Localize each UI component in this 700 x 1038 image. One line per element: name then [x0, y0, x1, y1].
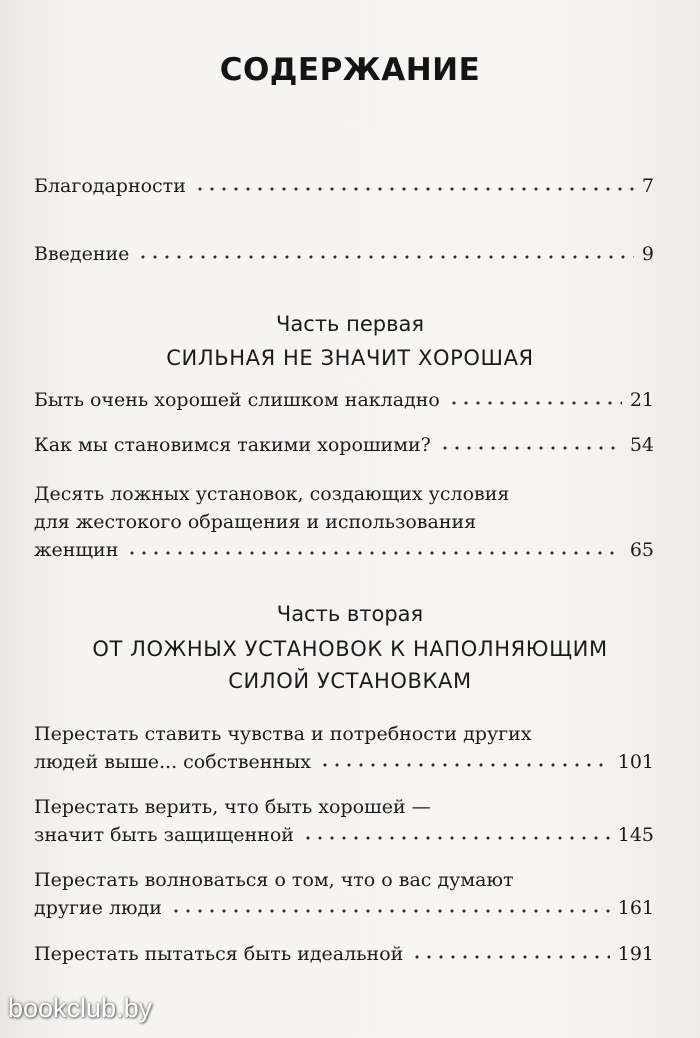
- page-title: СОДЕРЖАНИЕ: [219, 52, 481, 88]
- leader-dots: [170, 908, 610, 914]
- toc-entry-title: людей выше... собственных: [34, 751, 311, 773]
- part-title-line: СИЛОЙ УСТАНОВКАМ: [228, 669, 472, 693]
- toc-entry-page: 21: [629, 389, 654, 411]
- toc-entry-title: Перестать пытаться быть идеальной: [34, 943, 404, 965]
- toc-entry-line: Перестать верить, что быть хорошей —: [34, 796, 431, 818]
- toc-entry-title: другие люди: [34, 897, 162, 919]
- part-title-line: ОТ ЛОЖНЫХ УСТАНОВОК К НАПОЛНЯЮЩИМ: [92, 637, 608, 661]
- leader-dots: [448, 400, 622, 406]
- toc-entry-introduction: [34, 240, 654, 268]
- toc-entry-page: 145: [617, 824, 654, 846]
- toc-entry-page: 101: [617, 751, 654, 773]
- toc-entry-page: 65: [629, 539, 654, 561]
- leader-dots: [302, 835, 610, 841]
- part-two-label: Часть вторая: [276, 602, 424, 626]
- leader-dots: [194, 186, 634, 192]
- watermark: bookclub.by: [8, 993, 153, 1023]
- toc-entry-page: 9: [641, 243, 654, 265]
- leader-dots: [319, 762, 610, 768]
- leader-dots: [137, 254, 633, 260]
- toc-entry-line: для жестокого обращения и использования: [34, 511, 477, 533]
- toc-entry: [34, 940, 654, 968]
- part-one-title: [0, 342, 700, 374]
- leader-dots: [411, 954, 609, 960]
- toc-entry-line: Перестать волноваться о том, что о вас думают: [34, 869, 514, 891]
- toc-entry: [34, 720, 654, 776]
- toc-entry-title: женщин: [34, 539, 119, 561]
- toc-entry: [34, 431, 654, 459]
- toc-entry: [34, 793, 654, 849]
- leader-dots: [126, 550, 621, 556]
- toc-entry: [34, 480, 654, 564]
- toc-entry-title: Благодарности: [34, 175, 186, 197]
- toc-entry-title: Как мы становимся такими хорошими?: [34, 434, 431, 456]
- toc-entry-page: 54: [629, 434, 654, 456]
- part-two-title: [0, 633, 700, 697]
- toc-entry-title: Введение: [34, 243, 130, 265]
- leader-dots: [439, 445, 622, 451]
- toc-entry-page: 7: [641, 175, 654, 197]
- toc-entry-line: Десять ложных установок, создающих условия: [34, 483, 510, 505]
- part-one-label: Часть первая: [276, 312, 424, 336]
- toc-entry-page: 191: [617, 943, 654, 965]
- part-title-line: СИЛЬНАЯ НЕ ЗНАЧИТ ХОРОШАЯ: [166, 346, 534, 370]
- toc-entry: [34, 386, 654, 414]
- toc-entry-title: значит быть защищенной: [34, 824, 294, 846]
- toc-entry-acknowledgements: [34, 172, 654, 200]
- toc-entry: [34, 866, 654, 922]
- toc-entry-title: Быть очень хорошей слишком накладно: [34, 389, 440, 411]
- toc-entry-page: 161: [617, 897, 654, 919]
- toc-entry-line: Перестать ставить чувства и потребности других: [34, 723, 532, 745]
